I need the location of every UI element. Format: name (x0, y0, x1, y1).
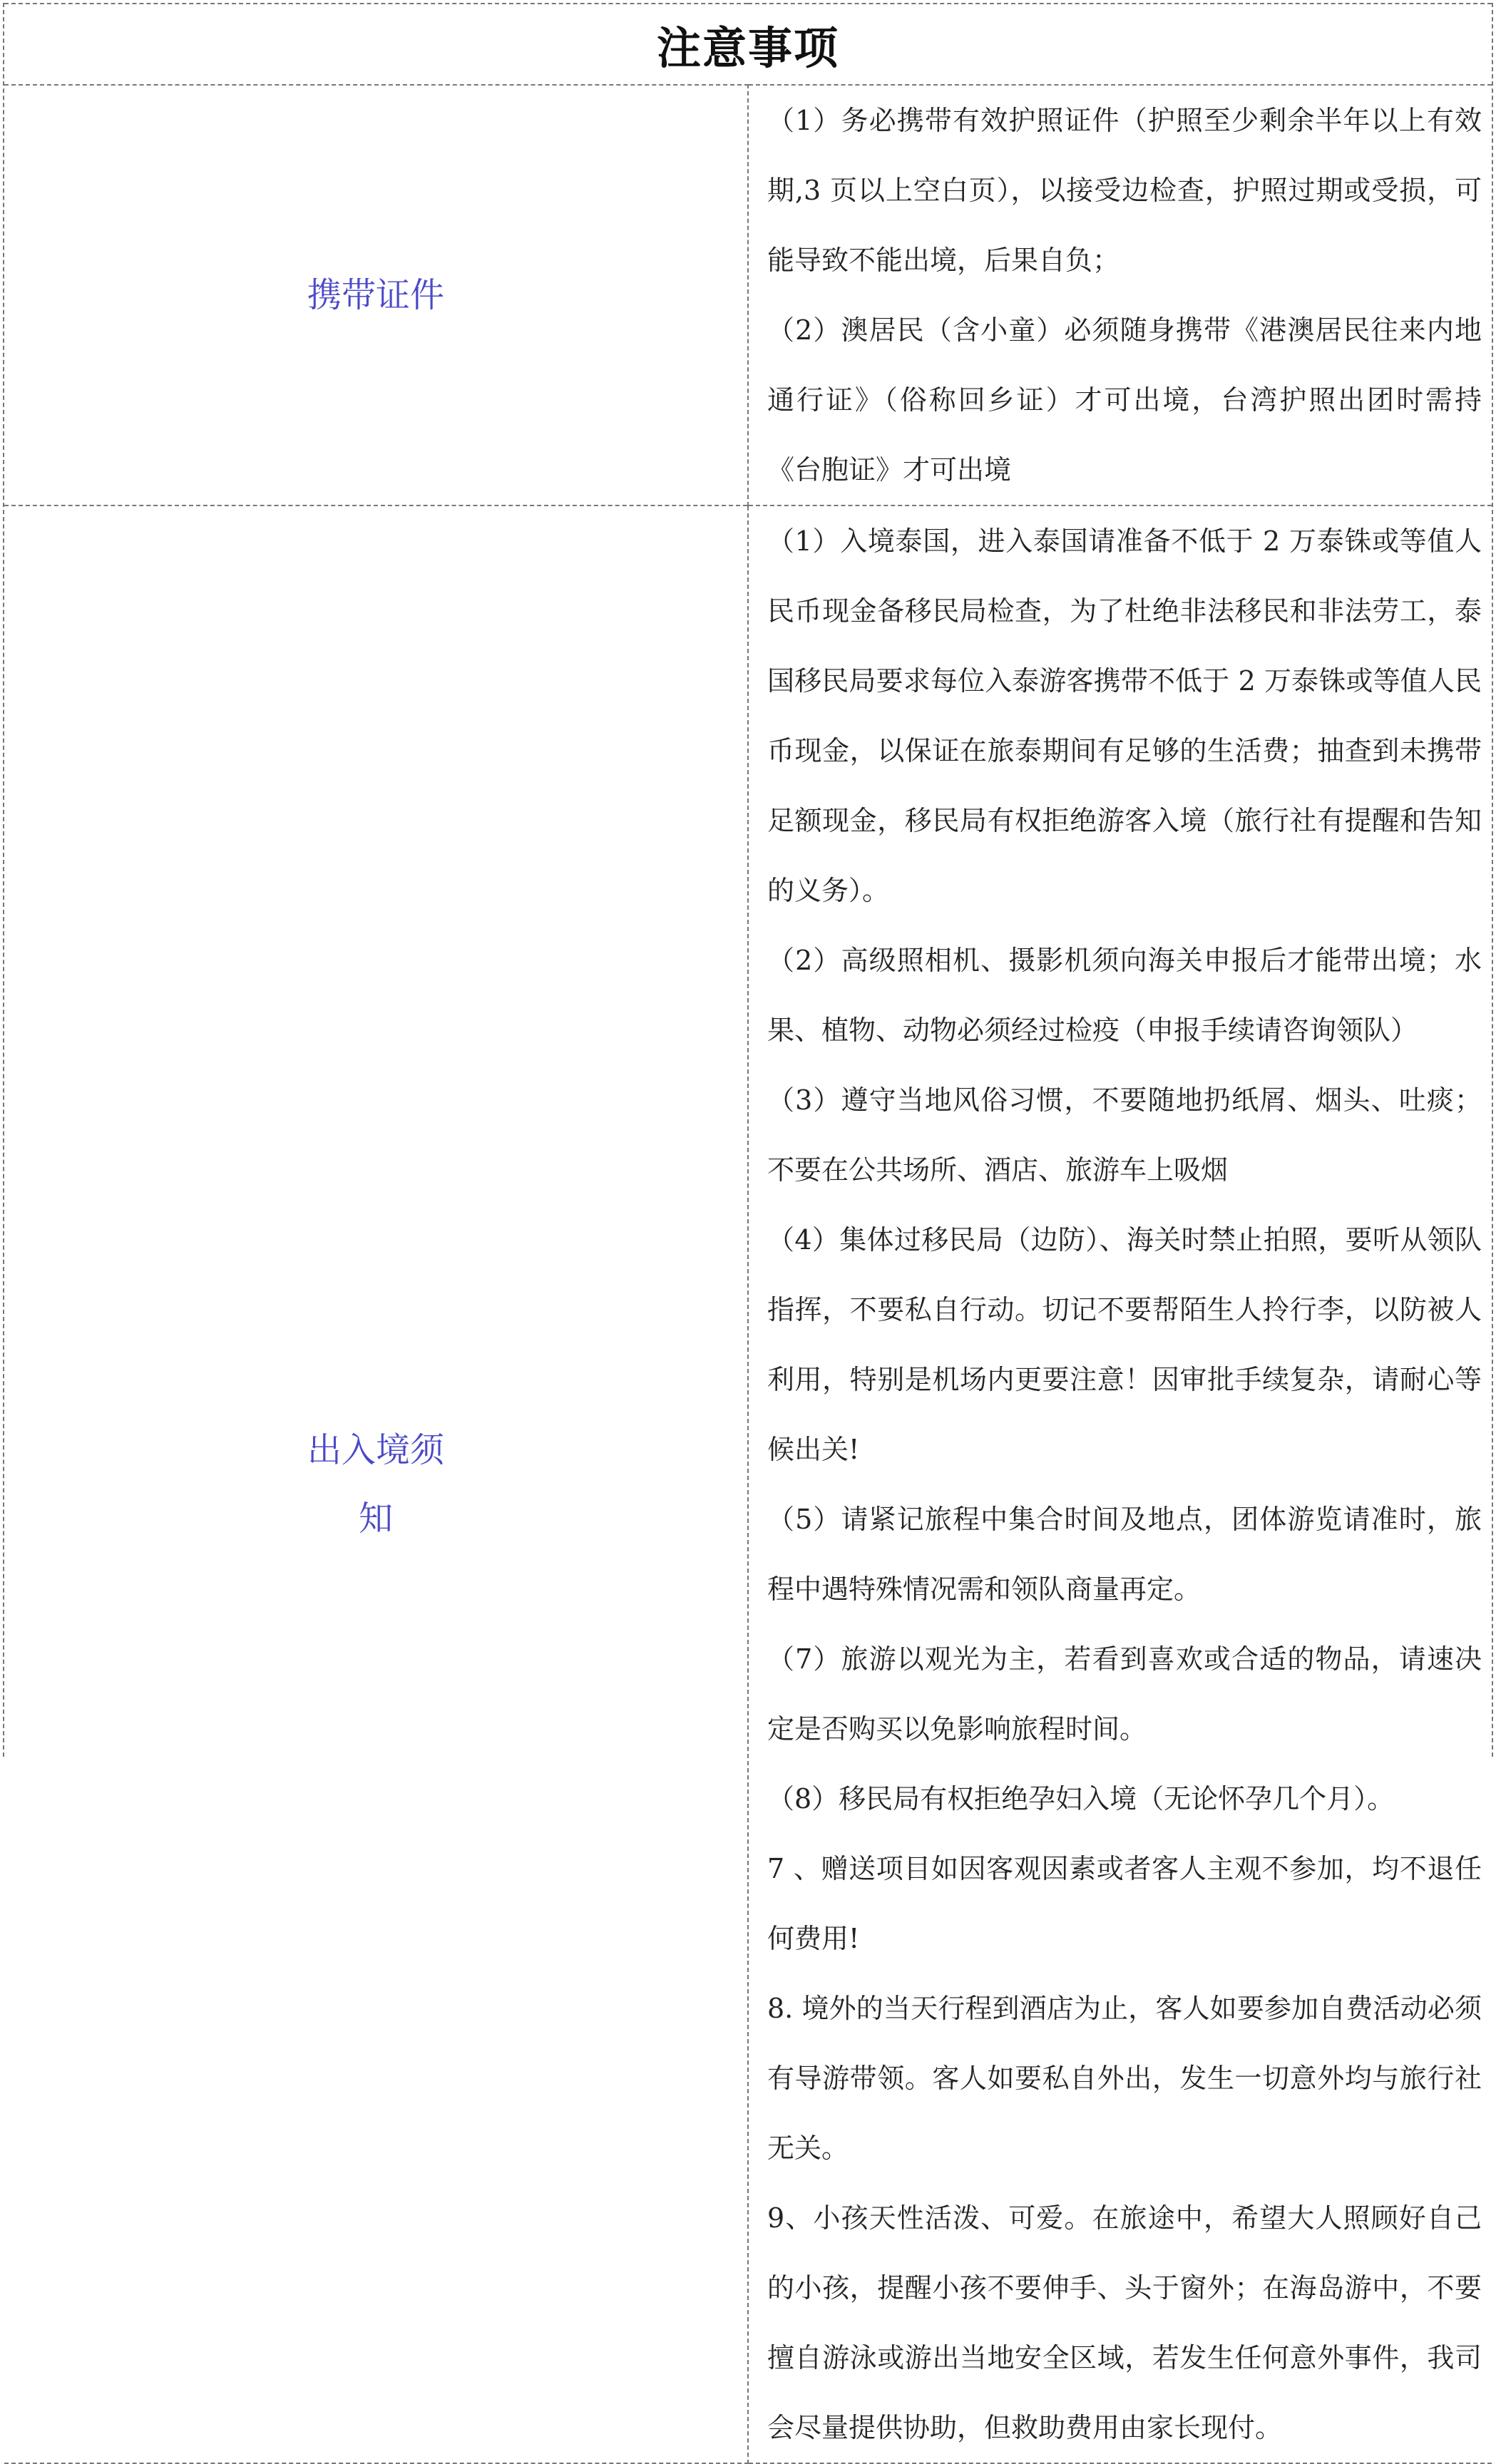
paragraph: （5）请紧记旅程中集合时间及地点，团体游览请准时，旅程中遇特殊情况需和领队商量再定。 (767, 1504, 1482, 1605)
section-label-documents: 携带证件 (307, 275, 444, 315)
title-cell (4, 4, 1492, 85)
paragraph: （3）遵守当地风俗习惯，不要随地扔纸屑、烟头、吐痰；不要在公共场所、酒店、旅游车上吸烟 (767, 1084, 1482, 1186)
section-content-documents (748, 85, 1492, 505)
paragraph: （1）务必携带有效护照证件（护照至少剩余半年以上有效期,3 页以上空白页），以接受边检查，护照过期或受损，可能导致不能出境，后果自负； (767, 105, 1482, 276)
paragraph: 9、小孩天性活泼、可爱。在旅途中，希望大人照顾好自己的小孩，提醒小孩不要伸手、头于窗外；在海岛游中，不要擅自游泳或游出当地安全区域，若发生任何意外事件，我司会尽量提供协助，但救助费用由家长现付。 (767, 2202, 1482, 2443)
notes-sheet (3, 3, 1493, 2443)
title-row (4, 4, 1492, 85)
paragraph: （4）集体过移民局（边防）、海关时禁止拍照，要听从领队指挥，不要私自行动。切记不要帮陌生人拎行李，以防被人利用，特别是机场内更要注意！因审批手续复杂，请耐心等候出关! (767, 1224, 1482, 1465)
notes-table (4, 3, 1492, 2464)
section-label-entry-exit: 出入境须知 (307, 1430, 444, 1539)
paragraph: 7 、赠送项目如因客观因素或者客人主观不参加，均不退任何费用! (767, 1853, 1482, 1954)
paragraph: （2）澳居民（含小童）必须随身携带《港澳居民往来内地通行证》（俗称回乡证）才可出境，台湾护照出团时需持《台胞证》才可出境 (767, 314, 1482, 486)
paragraph: 8. 境外的当天行程到酒店为止，客人如要参加自费活动必须有导游带领。客人如要私自外出，发生一切意外均与旅行社无关。 (767, 1993, 1482, 2164)
section-row-documents (4, 85, 1492, 505)
section-content-entry-exit (748, 505, 1492, 2463)
section-row-entry-exit (4, 505, 1492, 2463)
section-label-cell (4, 505, 748, 2463)
page-title: 注意事项 (656, 21, 839, 74)
paragraph: （7）旅游以观光为主，若看到喜欢或合适的物品，请速决定是否购买以免影响旅程时间。 (767, 1643, 1482, 1745)
paragraph: （8）移民局有权拒绝孕妇入境（无论怀孕几个月）。 (767, 1783, 1395, 1814)
paragraph: （2）高级照相机、摄影机须向海关申报后才能带出境；水果、植物、动物必须经过检疫（申报手续请咨询领队） (767, 945, 1482, 1046)
paragraph: （1）入境泰国，进入泰国请准备不低于 2 万泰铢或等值人民币现金备移民局检查，为了杜绝非法移民和非法劳工，泰国移民局要求每位入泰游客携带不低于 2 万泰铢或等值人民币现金，以保证在旅泰期间有足够的生活费；抽查到未携带足额现金，移民局有权拒绝游客入境（旅行社有提醒和告知的义务）。 (767, 525, 1482, 906)
section-label-cell (4, 85, 748, 505)
